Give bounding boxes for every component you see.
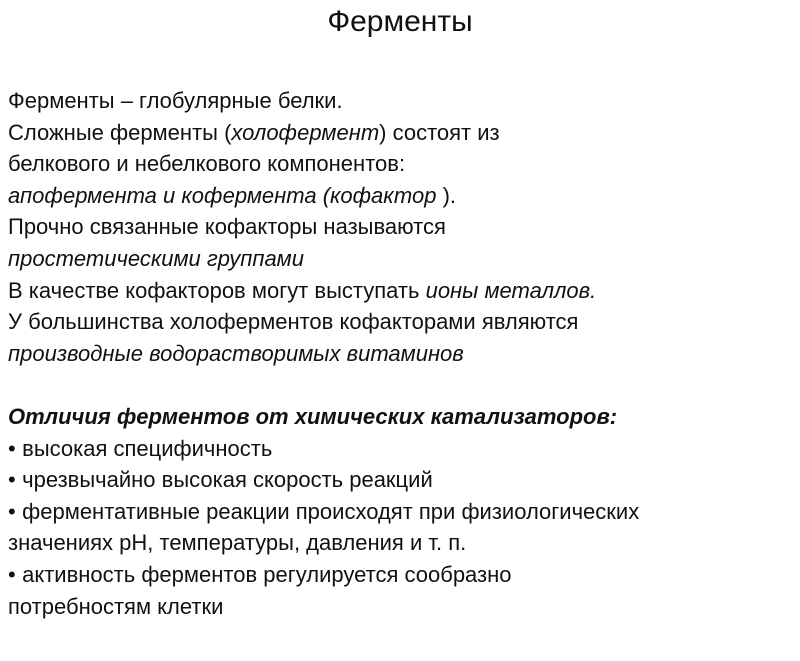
term-metal-ions: ионы металлов. xyxy=(425,277,597,303)
difference-item-text: высокая специфичность xyxy=(22,435,273,461)
intro-line-3: белкового и небелкового компонентов: xyxy=(8,151,406,177)
slide-title: Ферменты xyxy=(327,5,473,38)
bullet-icon: • xyxy=(8,561,16,587)
term-holoenzyme: холофермент xyxy=(231,119,380,145)
term-prosthetic-groups: простетическими группами xyxy=(8,245,305,271)
difference-item-4-cont: потребностям клетки xyxy=(8,593,224,619)
intro-line-1: Ферменты – глобулярные белки. xyxy=(8,88,343,113)
bullet-icon: • xyxy=(8,498,16,524)
bullet-icon: • xyxy=(8,435,16,461)
intro-line-9 xyxy=(8,338,793,370)
difference-item-3-cont: значениях pH, температуры, давления и т. п. xyxy=(8,530,467,556)
spacer xyxy=(8,369,793,401)
intro-line-6 xyxy=(8,243,793,275)
term-apoenzyme-coenzyme: апофермента и кофермента (кофактор xyxy=(8,182,443,208)
intro-line-2-start: Сложные ферменты ( xyxy=(8,119,232,145)
difference-item-1 xyxy=(8,433,793,465)
term-vitamin-derivatives: производные водорастворимых витаминов xyxy=(8,340,464,366)
difference-item-4 xyxy=(8,559,793,591)
slide-body xyxy=(8,85,793,622)
intro-line-7 xyxy=(8,275,793,307)
differences-heading: Отличия ферментов от химических катализаторов: xyxy=(8,403,618,429)
intro-line-8: У большинства холоферментов кофакторами являются xyxy=(8,309,579,335)
intro-line-5: Прочно связанные кофакторы называются xyxy=(8,214,446,240)
difference-item-3 xyxy=(8,496,793,528)
bullet-icon: • xyxy=(8,467,16,493)
difference-item-text: чрезвычайно высокая скорость реакций xyxy=(22,467,433,493)
intro-line-4 xyxy=(8,180,793,212)
intro-line-4-end: ). xyxy=(442,182,457,208)
intro-line-2 xyxy=(8,117,793,149)
difference-item-2 xyxy=(8,464,793,496)
intro-line-7-start: В качестве кофакторов могут выступать xyxy=(8,277,426,303)
difference-item-text: активность ферментов регулируется сообразно xyxy=(22,561,512,587)
intro-line-2-end: ) состоят из xyxy=(379,119,500,145)
difference-item-text: ферментативные реакции происходят при физиологических xyxy=(22,498,640,524)
